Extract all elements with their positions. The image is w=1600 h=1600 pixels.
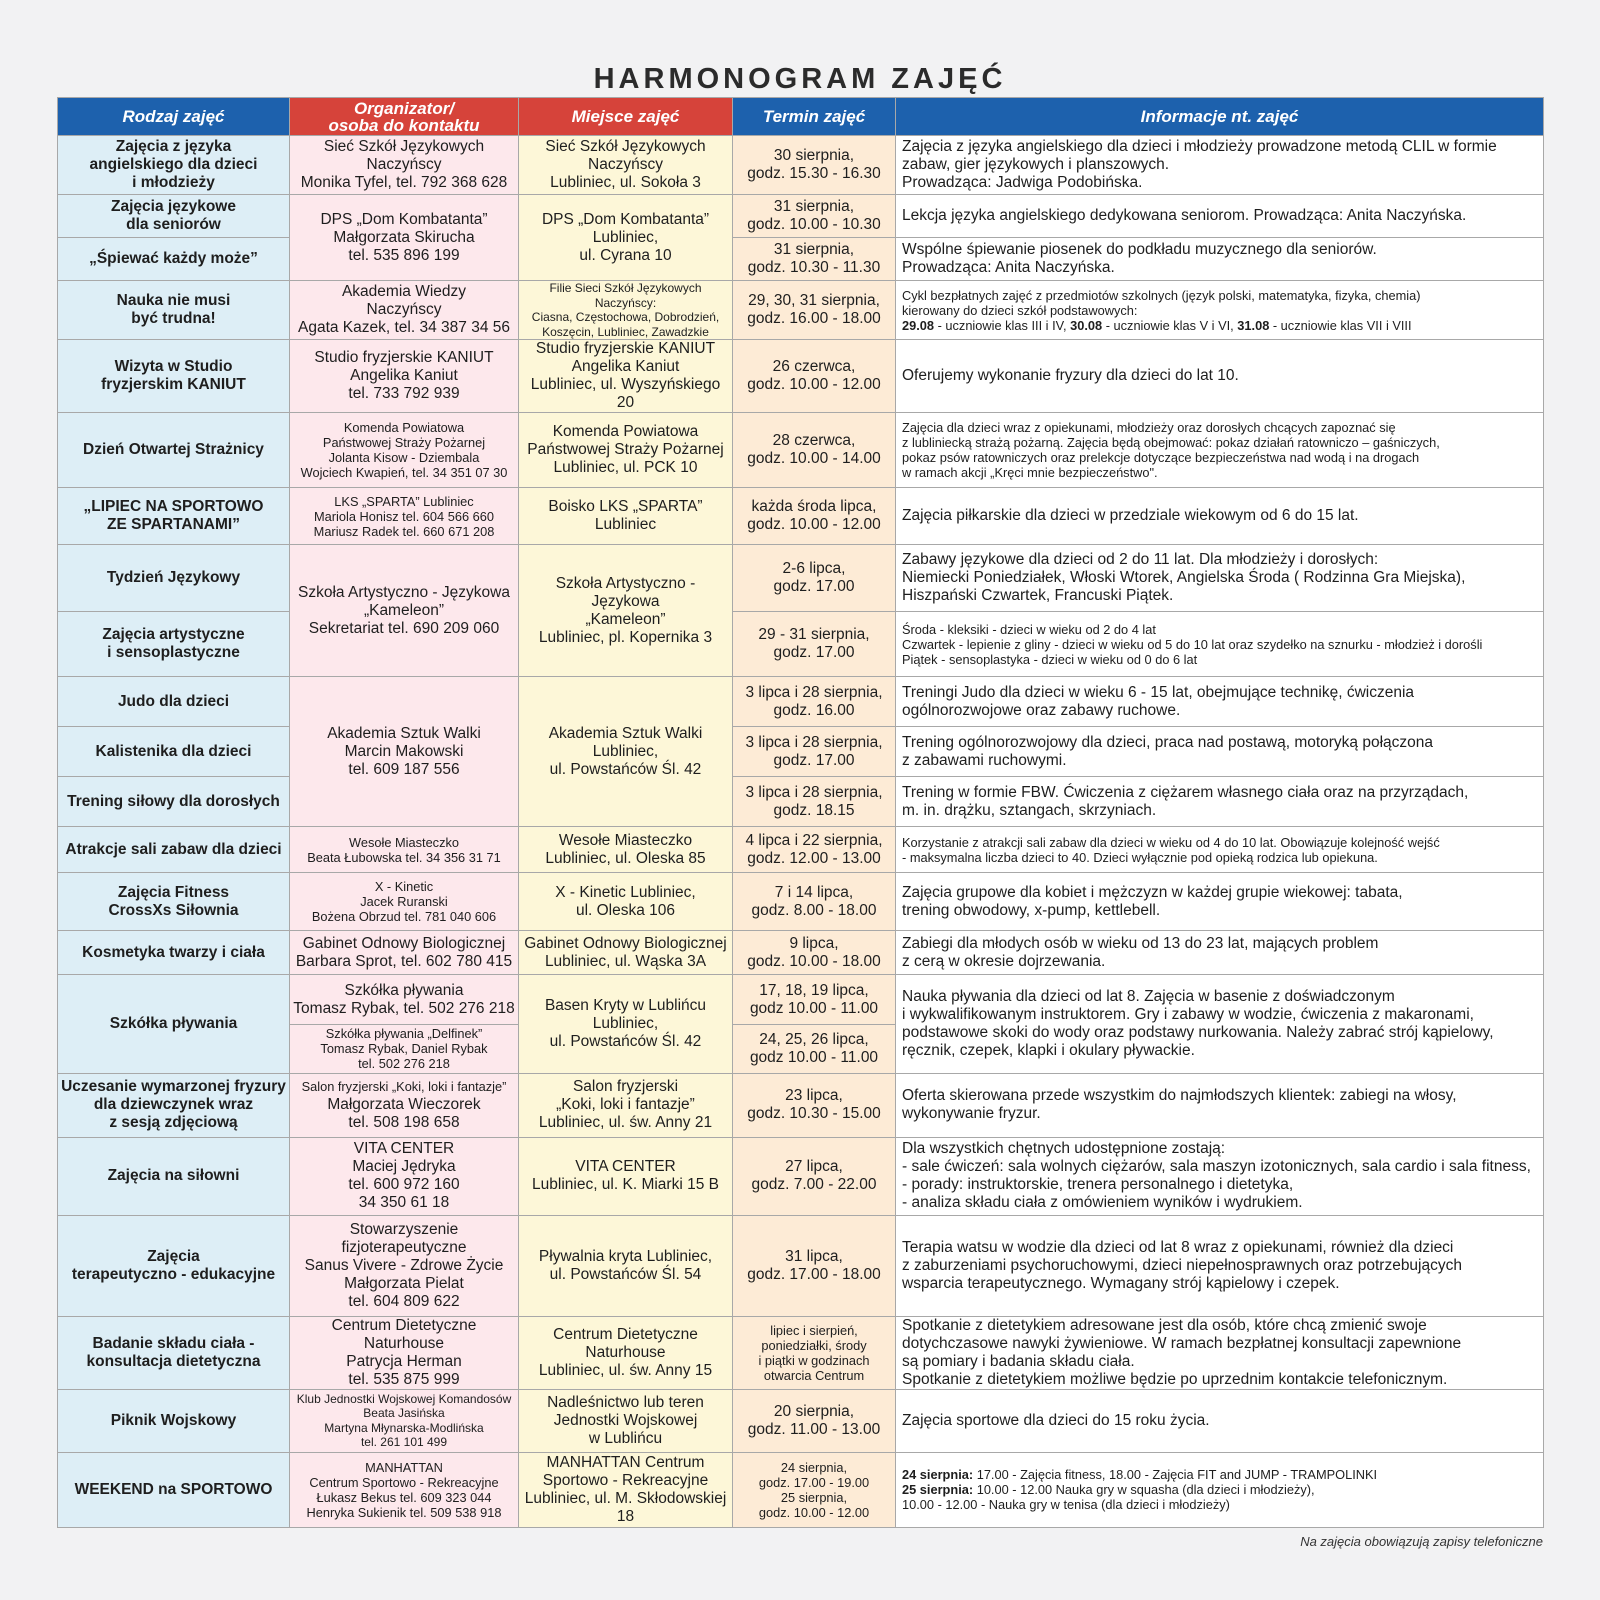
place: Filie Sieci Szkół Językowych Naczyńscy: Ciasna, Częstochowa, Dobrodzień, Koszęcin, Lubliniec, Zawadzkie (519, 281, 733, 340)
activity-type: Judo dla dzieci (58, 677, 290, 727)
table-row (58, 1073, 1544, 1137)
place: Studio fryzjerskie KANIUT Angelika Kaniut Lubliniec, ul. Wyszyńskiego 20 (519, 340, 733, 413)
info: Zajęcia piłkarskie dla dzieci w przedziale wiekowym od 6 do 15 lat. (896, 488, 1544, 545)
date: 4 lipca i 22 sierpnia, godz. 12.00 - 13.00 (733, 827, 896, 873)
activity-type: Szkółka pływania (58, 975, 290, 1073)
info: Oferta skierowana przede wszystkim do najmłodszych klientek: zabiegi na włosy, wykonywanie fryzur. (896, 1073, 1544, 1137)
organizer: Wesołe Miasteczko Beata Łubowska tel. 34 356 31 71 (290, 827, 519, 873)
info: Treningi Judo dla dzieci w wieku 6 - 15 lat, obejmujące technikę, ćwiczenia ogólnorozwojowe oraz zabawy ruchowe. (896, 677, 1544, 727)
place: Pływalnia kryta Lubliniec, ul. Powstańców Śl. 54 (519, 1215, 733, 1316)
table-row (58, 1389, 1544, 1452)
organizer: Szkółka pływania Tomasz Rybak, tel. 502 276 218 (290, 975, 519, 1024)
organizer: Sieć Szkół Językowych Naczyńscy Monika Tyfel, tel. 792 368 628 (290, 136, 519, 195)
info: Dla wszystkich chętnych udostępnione zostają: - sale ćwiczeń: sala wolnych ciężarów, sala maszyn izotonicznych, sala cardio i sala fitness, - porady: instruktorskie, trenera personalnego i dietetyka, - analiza składu ciała z omówieniem wyników i wydrukiem. (896, 1137, 1544, 1215)
activity-type: Zajęcia Fitness CrossXs Siłownia (58, 873, 290, 931)
date: 29, 30, 31 sierpnia, godz. 16.00 - 18.00 (733, 281, 896, 340)
info: Korzystanie z atrakcji sali zabaw dla dzieci w wieku od 4 do 10 lat. Obowiązuje kolejność wejść - maksymalna liczba dzieci to 40. Dzieci wyłącznie pod opieką rodzica lub opiekuna. (896, 827, 1544, 873)
activity-type: Nauka nie musi być trudna! (58, 281, 290, 340)
activity-type: Badanie składu ciała - konsultacja dietetyczna (58, 1316, 290, 1389)
date: 3 lipca i 28 sierpnia, godz. 16.00 (733, 677, 896, 727)
place: Gabinet Odnowy Biologicznej Lubliniec, ul. Wąska 3A (519, 931, 733, 975)
info: Nauka pływania dla dzieci od lat 8. Zajęcia w basenie z doświadczonym i wykwalifikowanym instruktorem. Gry i zabawy w wodzie, ćwiczenia z makaronami, podstawowe skoki do wody oraz podstawy nurkowania. Należy zabrać strój kąpielowy, ręcznik, czepek, klapki i okulary pływackie. (896, 975, 1544, 1073)
organizer: X - Kinetic Jacek Ruranski Bożena Obrzud tel. 781 040 606 (290, 873, 519, 931)
info: Trening ogólnorozwojowy dla dzieci, praca nad postawą, motoryką połączona z zabawami ruchowymi. (896, 727, 1544, 777)
organizer: MANHATTAN Centrum Sportowo - Rekreacyjne Łukasz Bekus tel. 609 323 044 Henryka Sukienik tel. 509 538 918 (290, 1452, 519, 1527)
table-row (58, 975, 1544, 1024)
table-row (58, 1137, 1544, 1215)
organizer: Akademia Sztuk Walki Marcin Makowski tel. 609 187 556 (290, 677, 519, 827)
table-row (58, 1316, 1544, 1389)
info: Zajęcia z języka angielskiego dla dzieci i młodzieży prowadzone metodą CLIL w formie zabaw, gier językowych i planszowych. Prowadząca: Jadwiga Podobińska. (896, 136, 1544, 195)
info: Wspólne śpiewanie piosenek do podkładu muzycznego dla seniorów. Prowadząca: Anita Naczyńska. (896, 238, 1544, 281)
place: Nadleśnictwo lub teren Jednostki Wojskowej w Lublińcu (519, 1389, 733, 1452)
info: Terapia watsu w wodzie dla dzieci od lat 8 wraz z opiekunami, również dla dzieci z zaburzeniami psychoruchowymi, dzieci niepełnosprawnych oraz potrzebujących wsparcia terapeutycznego. Wymagany strój kąpielowy i czepek. (896, 1215, 1544, 1316)
organizer: Studio fryzjerskie KANIUT Angelika Kaniut tel. 733 792 939 (290, 340, 519, 413)
header-type: Rodzaj zajęć (58, 98, 290, 136)
header-date: Termin zajęć (733, 98, 896, 136)
place: Salon fryzjerski „Koki, loki i fantazje” Lubliniec, ul. św. Anny 21 (519, 1073, 733, 1137)
place: MANHATTAN Centrum Sportowo - Rekreacyjne Lubliniec, ul. M. Skłodowskiej 18 (519, 1452, 733, 1527)
info: Spotkanie z dietetykiem adresowane jest dla osób, które chcą zmienić swoje dotychczasowe nawyki żywieniowe. W ramach bezpłatnej konsultacji zapewnione są pomiary i badania składu ciała. Spotkanie z dietetykiem możliwe będzie po uprzednim kontakcie telefonicznym. (896, 1316, 1544, 1389)
schedule-table (57, 97, 1544, 1528)
date: lipiec i sierpień, poniedziałki, środy i piątki w godzinach otwarcia Centrum (733, 1316, 896, 1389)
date: 31 sierpnia, godz. 10.00 - 10.30 (733, 195, 896, 238)
activity-type: Piknik Wojskowy (58, 1389, 290, 1452)
organizer: LKS „SPARTA” Lubliniec Mariola Honisz tel. 604 566 660 Mariusz Radek tel. 660 671 208 (290, 488, 519, 545)
place: Centrum Dietetyczne Naturhouse Lubliniec, ul. św. Anny 15 (519, 1316, 733, 1389)
info: Zajęcia dla dzieci wraz z opiekunami, młodzieży oraz dorosłych chcących zapoznać się z lubliniecką strażą pożarną. Zajęcia będą obejmować: pokaz działań ratowniczo – gaśniczych, pokaz psów ratowniczych oraz prelekcje dotyczące bezpieczeństwa nad wodą i na drogach w ramach akcji „Kręci mnie bezpieczeństwo". (896, 413, 1544, 488)
header-organizer: Organizator/ osoba do kontaktu (290, 98, 519, 136)
activity-type: Zajęcia językowe dla seniorów (58, 195, 290, 238)
table-row (58, 612, 1544, 677)
date: 29 - 31 sierpnia, godz. 17.00 (733, 612, 896, 677)
date: 17, 18, 19 lipca, godz 10.00 - 11.00 (733, 975, 896, 1024)
table-row (58, 931, 1544, 975)
organizer: VITA CENTER Maciej Jędryka tel. 600 972 160 34 350 61 18 (290, 1137, 519, 1215)
header-row (58, 98, 1544, 136)
place: Akademia Sztuk Walki Lubliniec, ul. Powstańców Śl. 42 (519, 677, 733, 827)
place: Sieć Szkół Językowych Naczyńscy Lubliniec, ul. Sokoła 3 (519, 136, 733, 195)
date: 24, 25, 26 lipca, godz 10.00 - 11.00 (733, 1024, 896, 1073)
table-row (58, 136, 1544, 195)
table-row (58, 195, 1544, 238)
date: 9 lipca, godz. 10.00 - 18.00 (733, 931, 896, 975)
table-row (58, 488, 1544, 545)
place: Wesołe Miasteczko Lubliniec, ul. Oleska 85 (519, 827, 733, 873)
table-row (58, 238, 1544, 281)
footnote: Na zajęcia obowiązują zapisy telefoniczne (1300, 1534, 1543, 1549)
organizer: Centrum Dietetyczne Naturhouse Patrycja Herman tel. 535 875 999 (290, 1316, 519, 1389)
activity-type: Zajęcia terapeutyczno - edukacyjne (58, 1215, 290, 1316)
info: Trening w formie FBW. Ćwiczenia z ciężarem własnego ciała oraz na przyrządach, m. in. drążku, sztangach, skrzyniach. (896, 777, 1544, 827)
activity-type: Zajęcia z języka angielskiego dla dzieci i młodzieży (58, 136, 290, 195)
date: 3 lipca i 28 sierpnia, godz. 18.15 (733, 777, 896, 827)
activity-type: Wizyta w Studio fryzjerskim KANIUT (58, 340, 290, 413)
activity-type: „LIPIEC NA SPORTOWO ZE SPARTANAMI” (58, 488, 290, 545)
info: 24 sierpnia: 17.00 - Zajęcia fitness, 18.00 - Zajęcia FIT and JUMP - TRAMPOLINKI 25 sierpnia: 10.00 - 12.00 Nauka gry w squasha (dla dzieci i młodzieży), 10.00 - 12.00 - Nauka gry w tenisa (dla dzieci i młodzieży) (896, 1452, 1544, 1527)
info: Zabiegi dla młodych osób w wieku od 13 do 23 lat, mających problem z cerą w okresie dojrzewania. (896, 931, 1544, 975)
date: każda środa lipca, godz. 10.00 - 12.00 (733, 488, 896, 545)
activity-type: Atrakcje sali zabaw dla dzieci (58, 827, 290, 873)
table-row (58, 827, 1544, 873)
activity-type: Dzień Otwartej Strażnicy (58, 413, 290, 488)
place: Basen Kryty w Lublińcu Lubliniec, ul. Powstańców Śl. 42 (519, 975, 733, 1073)
date: 27 lipca, godz. 7.00 - 22.00 (733, 1137, 896, 1215)
date: 23 lipca, godz. 10.30 - 15.00 (733, 1073, 896, 1137)
activity-type: Uczesanie wymarzonej fryzury dla dziewczynek wraz z sesją zdjęciową (58, 1073, 290, 1137)
info: Cykl bezpłatnych zajęć z przedmiotów szkolnych (język polski, matematyka, fizyka, chemia) kierowany do dzieci szkół podstawowych: 29.08 - uczniowie klas III i IV, 30.08 - uczniowie klas V i VI, 31.08 - uczniowie klas VII i VIII (896, 281, 1544, 340)
date: 30 sierpnia, godz. 15.30 - 16.30 (733, 136, 896, 195)
organizer: Klub Jednostki Wojskowej Komandosów Beata Jasińska Martyna Młynarska-Modlińska tel. 261 101 499 (290, 1389, 519, 1452)
date: 7 i 14 lipca, godz. 8.00 - 18.00 (733, 873, 896, 931)
table-row (58, 545, 1544, 612)
table-row (58, 281, 1544, 340)
activity-type: Zajęcia na siłowni (58, 1137, 290, 1215)
activity-type: Trening siłowy dla dorosłych (58, 777, 290, 827)
organizer: Gabinet Odnowy Biologicznej Barbara Sprot, tel. 602 780 415 (290, 931, 519, 975)
organizer: Salon fryzjerski „Koki, loki i fantazje” Małgorzata Wieczorek tel. 508 198 658 (290, 1073, 519, 1137)
table-row (58, 873, 1544, 931)
header-place: Miejsce zajęć (519, 98, 733, 136)
place: DPS „Dom Kombatanta” Lubliniec, ul. Cyrana 10 (519, 195, 733, 281)
date: 24 sierpnia, godz. 17.00 - 19.00 25 sierpnia, godz. 10.00 - 12.00 (733, 1452, 896, 1527)
organizer: Szkółka pływania „Delfinek” Tomasz Rybak, Daniel Rybak tel. 502 276 218 (290, 1024, 519, 1073)
activity-type: Kosmetyka twarzy i ciała (58, 931, 290, 975)
table-row (58, 777, 1544, 827)
table-row (58, 413, 1544, 488)
activity-type: WEEKEND na SPORTOWO (58, 1452, 290, 1527)
organizer: Szkoła Artystyczno - Językowa „Kameleon” Sekretariat tel. 690 209 060 (290, 545, 519, 677)
date: 3 lipca i 28 sierpnia, godz. 17.00 (733, 727, 896, 777)
activity-type: „Śpiewać każdy może” (58, 238, 290, 281)
place: Szkoła Artystyczno - Językowa „Kameleon” Lubliniec, pl. Kopernika 3 (519, 545, 733, 677)
place: Boisko LKS „SPARTA” Lubliniec (519, 488, 733, 545)
table-row (58, 1215, 1544, 1316)
organizer: DPS „Dom Kombatanta” Małgorzata Skirucha tel. 535 896 199 (290, 195, 519, 281)
organizer: Komenda Powiatowa Państwowej Straży Pożarnej Jolanta Kisow - Dziembala Wojciech Kwapień, tel. 34 351 07 30 (290, 413, 519, 488)
table-row (58, 727, 1544, 777)
place: Komenda Powiatowa Państwowej Straży Pożarnej Lubliniec, ul. PCK 10 (519, 413, 733, 488)
activity-type: Tydzień Językowy (58, 545, 290, 612)
info: Zajęcia grupowe dla kobiet i mężczyzn w każdej grupie wiekowej: tabata, trening obwodowy, x-pump, kettlebell. (896, 873, 1544, 931)
date: 31 lipca, godz. 17.00 - 18.00 (733, 1215, 896, 1316)
info: Lekcja języka angielskiego dedykowana seniorom. Prowadząca: Anita Naczyńska. (896, 195, 1544, 238)
table-row (58, 677, 1544, 727)
table-row (58, 1452, 1544, 1527)
date: 31 sierpnia, godz. 10.30 - 11.30 (733, 238, 896, 281)
table-row (58, 340, 1544, 413)
info: Zabawy językowe dla dzieci od 2 do 11 lat. Dla młodzieży i dorosłych: Niemiecki Poniedziałek, Włoski Wtorek, Angielska Środa ( Rodzinna Gra Miejska), Hiszpański Czwartek, Francuski Piątek. (896, 545, 1544, 612)
place: X - Kinetic Lubliniec, ul. Oleska 106 (519, 873, 733, 931)
place: VITA CENTER Lubliniec, ul. K. Miarki 15 B (519, 1137, 733, 1215)
organizer: Stowarzyszenie fizjoterapeutyczne Sanus Vivere - Zdrowe Życie Małgorzata Pielat tel. 604 809 622 (290, 1215, 519, 1316)
activity-type: Zajęcia artystyczne i sensoplastyczne (58, 612, 290, 677)
page-title: HARMONOGRAM ZAJĘĆ (593, 63, 1007, 95)
info: Środa - kleksiki - dzieci w wieku od 2 do 4 lat Czwartek - lepienie z gliny - dzieci w wieku od 5 do 10 lat oraz szydełko na sznurku - młodzież i dorośli Piątek - sensoplastyka - dzieci w wieku od 0 do 6 lat (896, 612, 1544, 677)
activity-type: Kalistenika dla dzieci (58, 727, 290, 777)
organizer: Akademia Wiedzy Naczyńscy Agata Kazek, tel. 34 387 34 56 (290, 281, 519, 340)
date: 20 sierpnia, godz. 11.00 - 13.00 (733, 1389, 896, 1452)
info: Oferujemy wykonanie fryzury dla dzieci do lat 10. (896, 340, 1544, 413)
info: Zajęcia sportowe dla dzieci do 15 roku życia. (896, 1389, 1544, 1452)
header-info: Informacje nt. zajęć (896, 98, 1544, 136)
date: 26 czerwca, godz. 10.00 - 12.00 (733, 340, 896, 413)
date: 2-6 lipca, godz. 17.00 (733, 545, 896, 612)
date: 28 czerwca, godz. 10.00 - 14.00 (733, 413, 896, 488)
